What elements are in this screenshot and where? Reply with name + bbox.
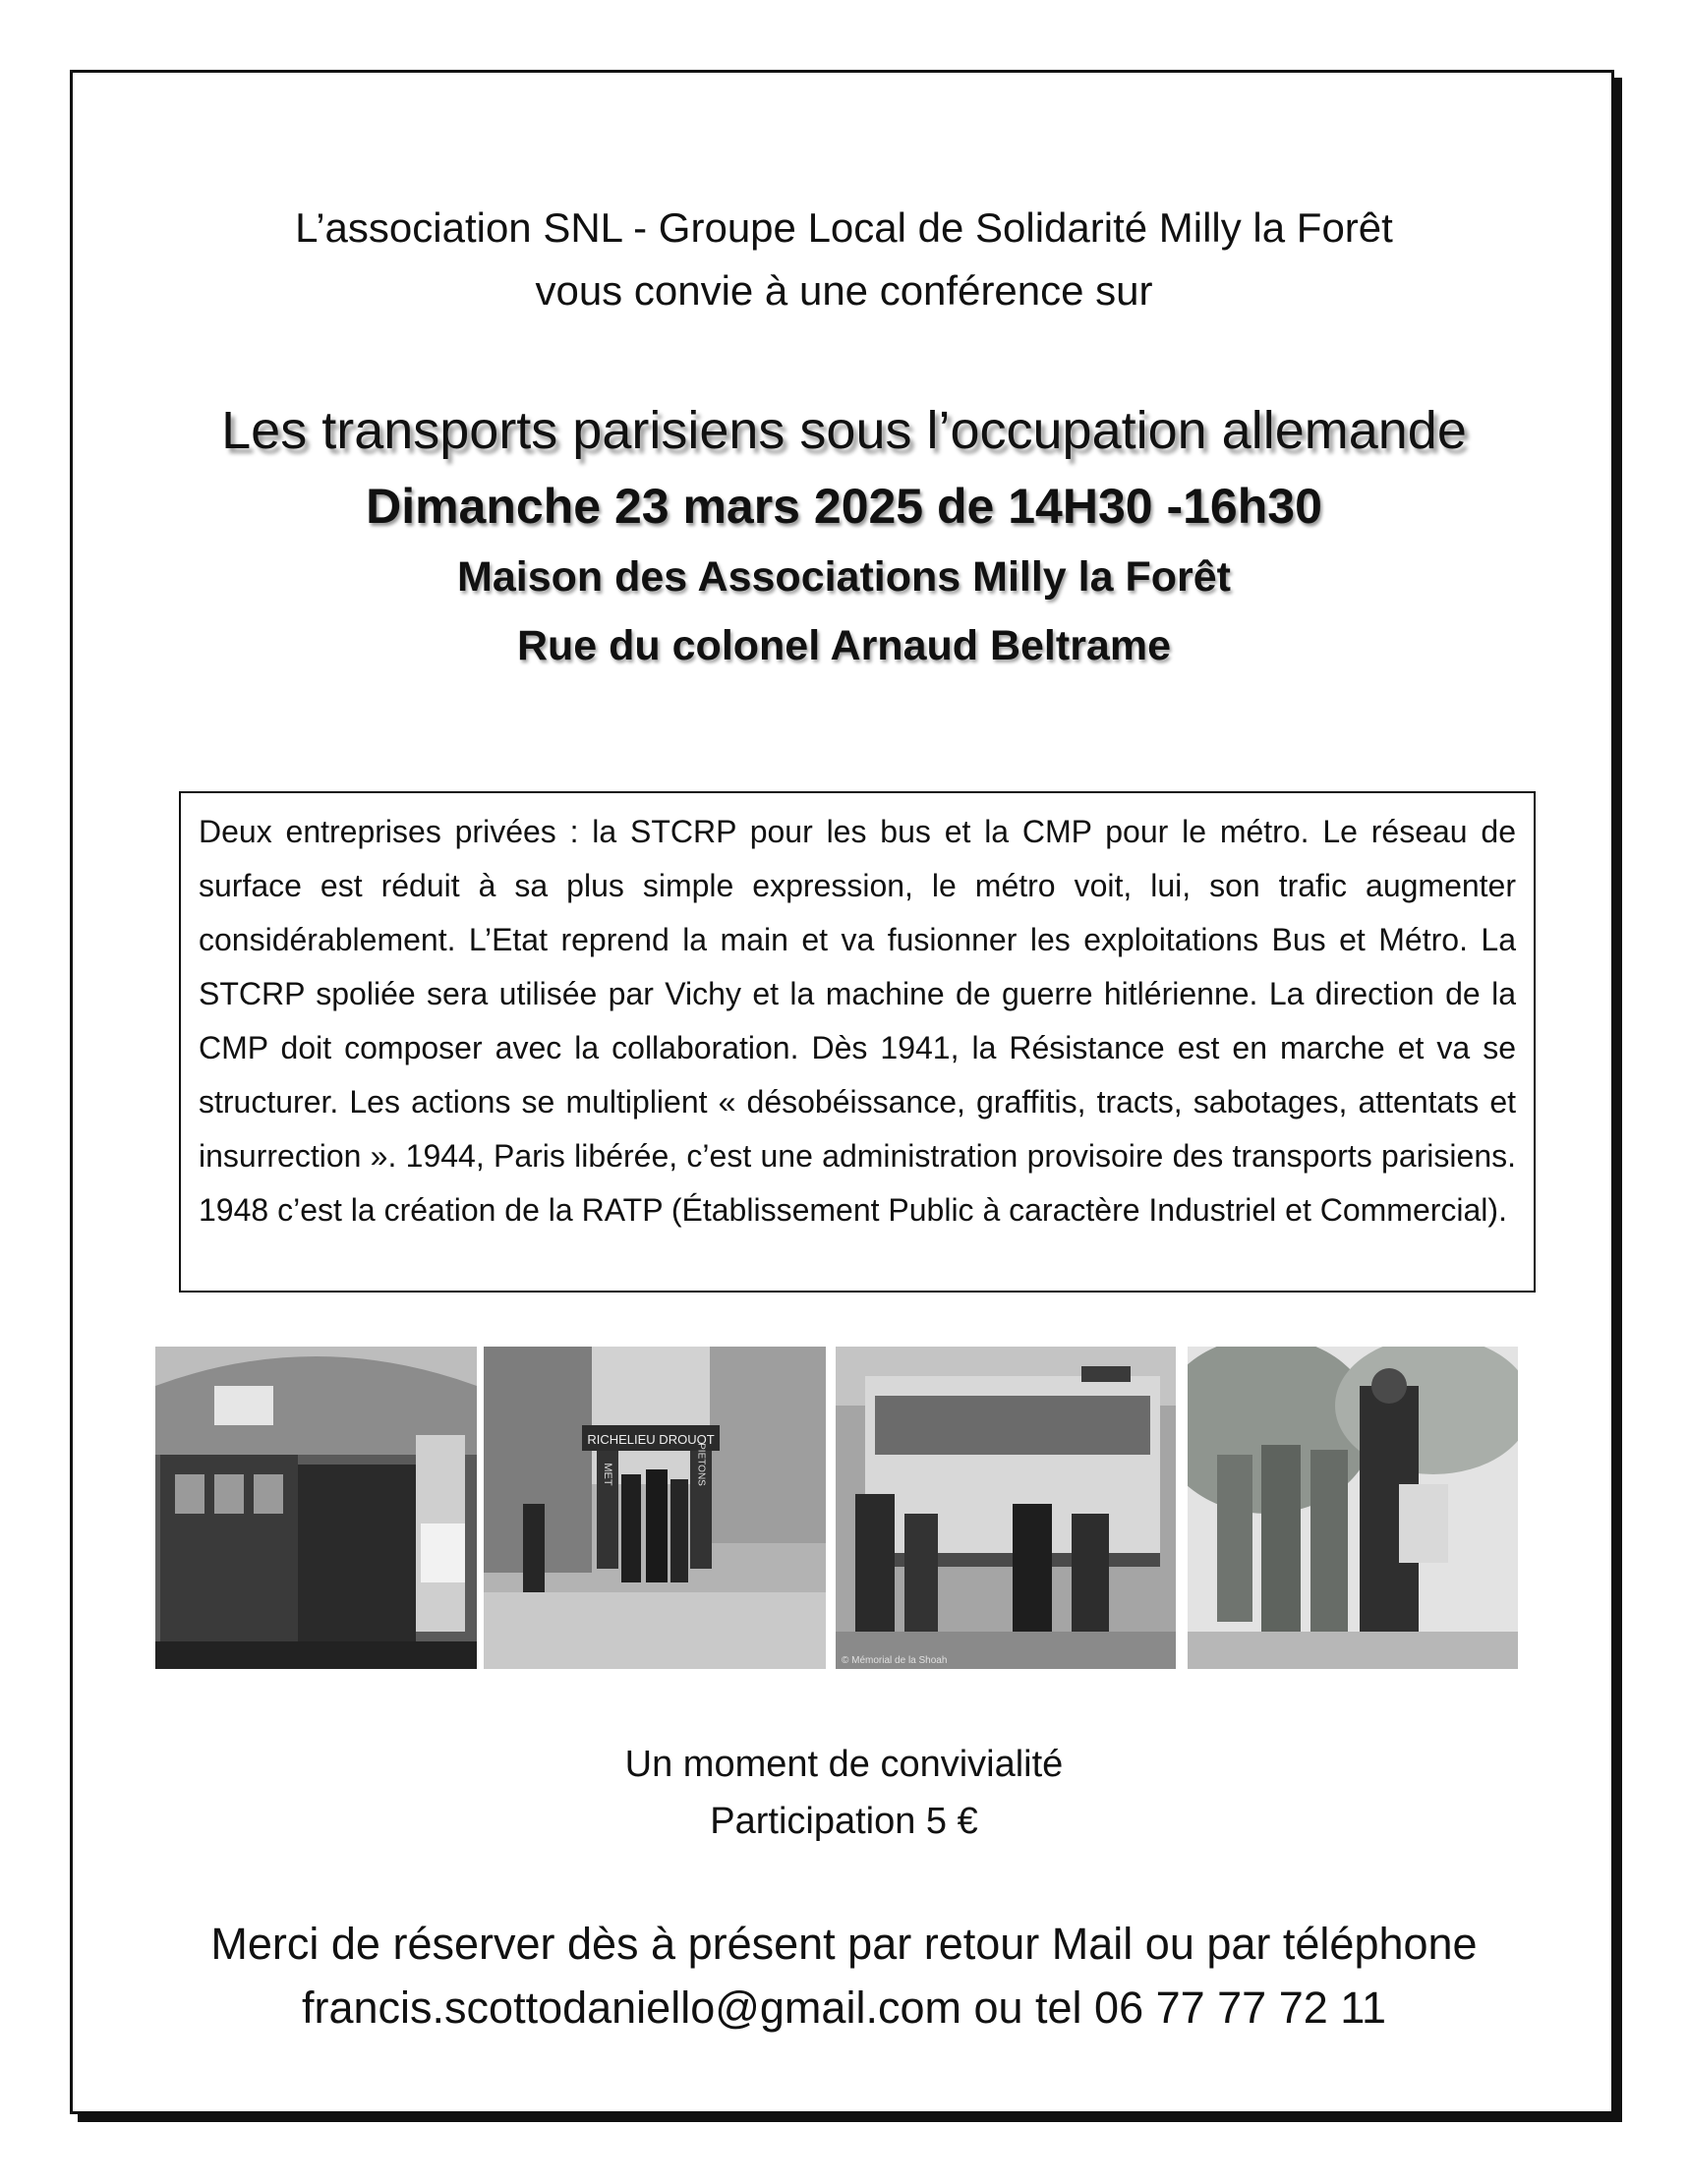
photo-credit: © Mémorial de la Shoah — [842, 1655, 948, 1666]
photo-metro-entrance — [484, 1347, 826, 1669]
summary-box — [179, 791, 1536, 1293]
metro-sign-text: RICHELIEU DROUOT — [587, 1432, 715, 1447]
event-date: Dimanche 23 mars 2025 de 14H30 -16h30 — [366, 479, 1322, 534]
photo-soldiers-surrender — [1188, 1347, 1518, 1669]
invitation-line: vous convie à une conférence sur — [535, 267, 1153, 314]
invitation-header — [0, 197, 1688, 322]
reservation-note: Merci de réserver dès à présent par retour Mail ou par téléphone — [210, 1919, 1478, 1969]
event-venue: Maison des Associations Milly la Forêt — [457, 553, 1231, 601]
summary-text: Deux entreprises privées : la STCRP pour les bus et la CMP pour le métro. Le réseau de surface est réduit à sa plus simple expression, le métro voit, lui, son trafic augmenter considérablement. L’Etat reprend la main et va fusionner les exploitations Bus et Métro. La STCRP spoliée sera utilisée par Vichy et la machine de guerre hitlérienne. La direction de la CMP doit composer avec la collaboration. Dès 1941, la Résistance est en marche et va se structurer. Les actions se multiplient « désobéissance, graffitis, tracts, sabotages, attentats et insurrection ». 1944, Paris libérée, c’est une administration provisoire des transports parisiens. 1948 c’est la création de la RATP (Établissement Public à caractère Industriel et Commercial). — [199, 814, 1516, 1228]
pedestrian-sign: PIETONS — [695, 1443, 707, 1486]
event-street: Rue du colonel Arnaud Beltrame — [516, 622, 1171, 669]
photo-bus-scene — [836, 1347, 1176, 1669]
organizer-line: L’association SNL - Groupe Local de Solidarité Milly la Forêt — [295, 204, 1393, 251]
conviviality-text: Un moment de convivialité — [624, 1744, 1064, 1785]
metro-side-sign: MET — [602, 1463, 613, 1486]
contact-info: francis.scottodaniello@gmail.com ou tel 06 77 77 72 11 — [302, 1983, 1386, 2033]
participation-fee: Participation 5 € — [710, 1801, 978, 1842]
photo-metro-platform — [155, 1347, 477, 1669]
conference-title: Les transports parisiens sous l’occupation allemande — [221, 401, 1467, 460]
